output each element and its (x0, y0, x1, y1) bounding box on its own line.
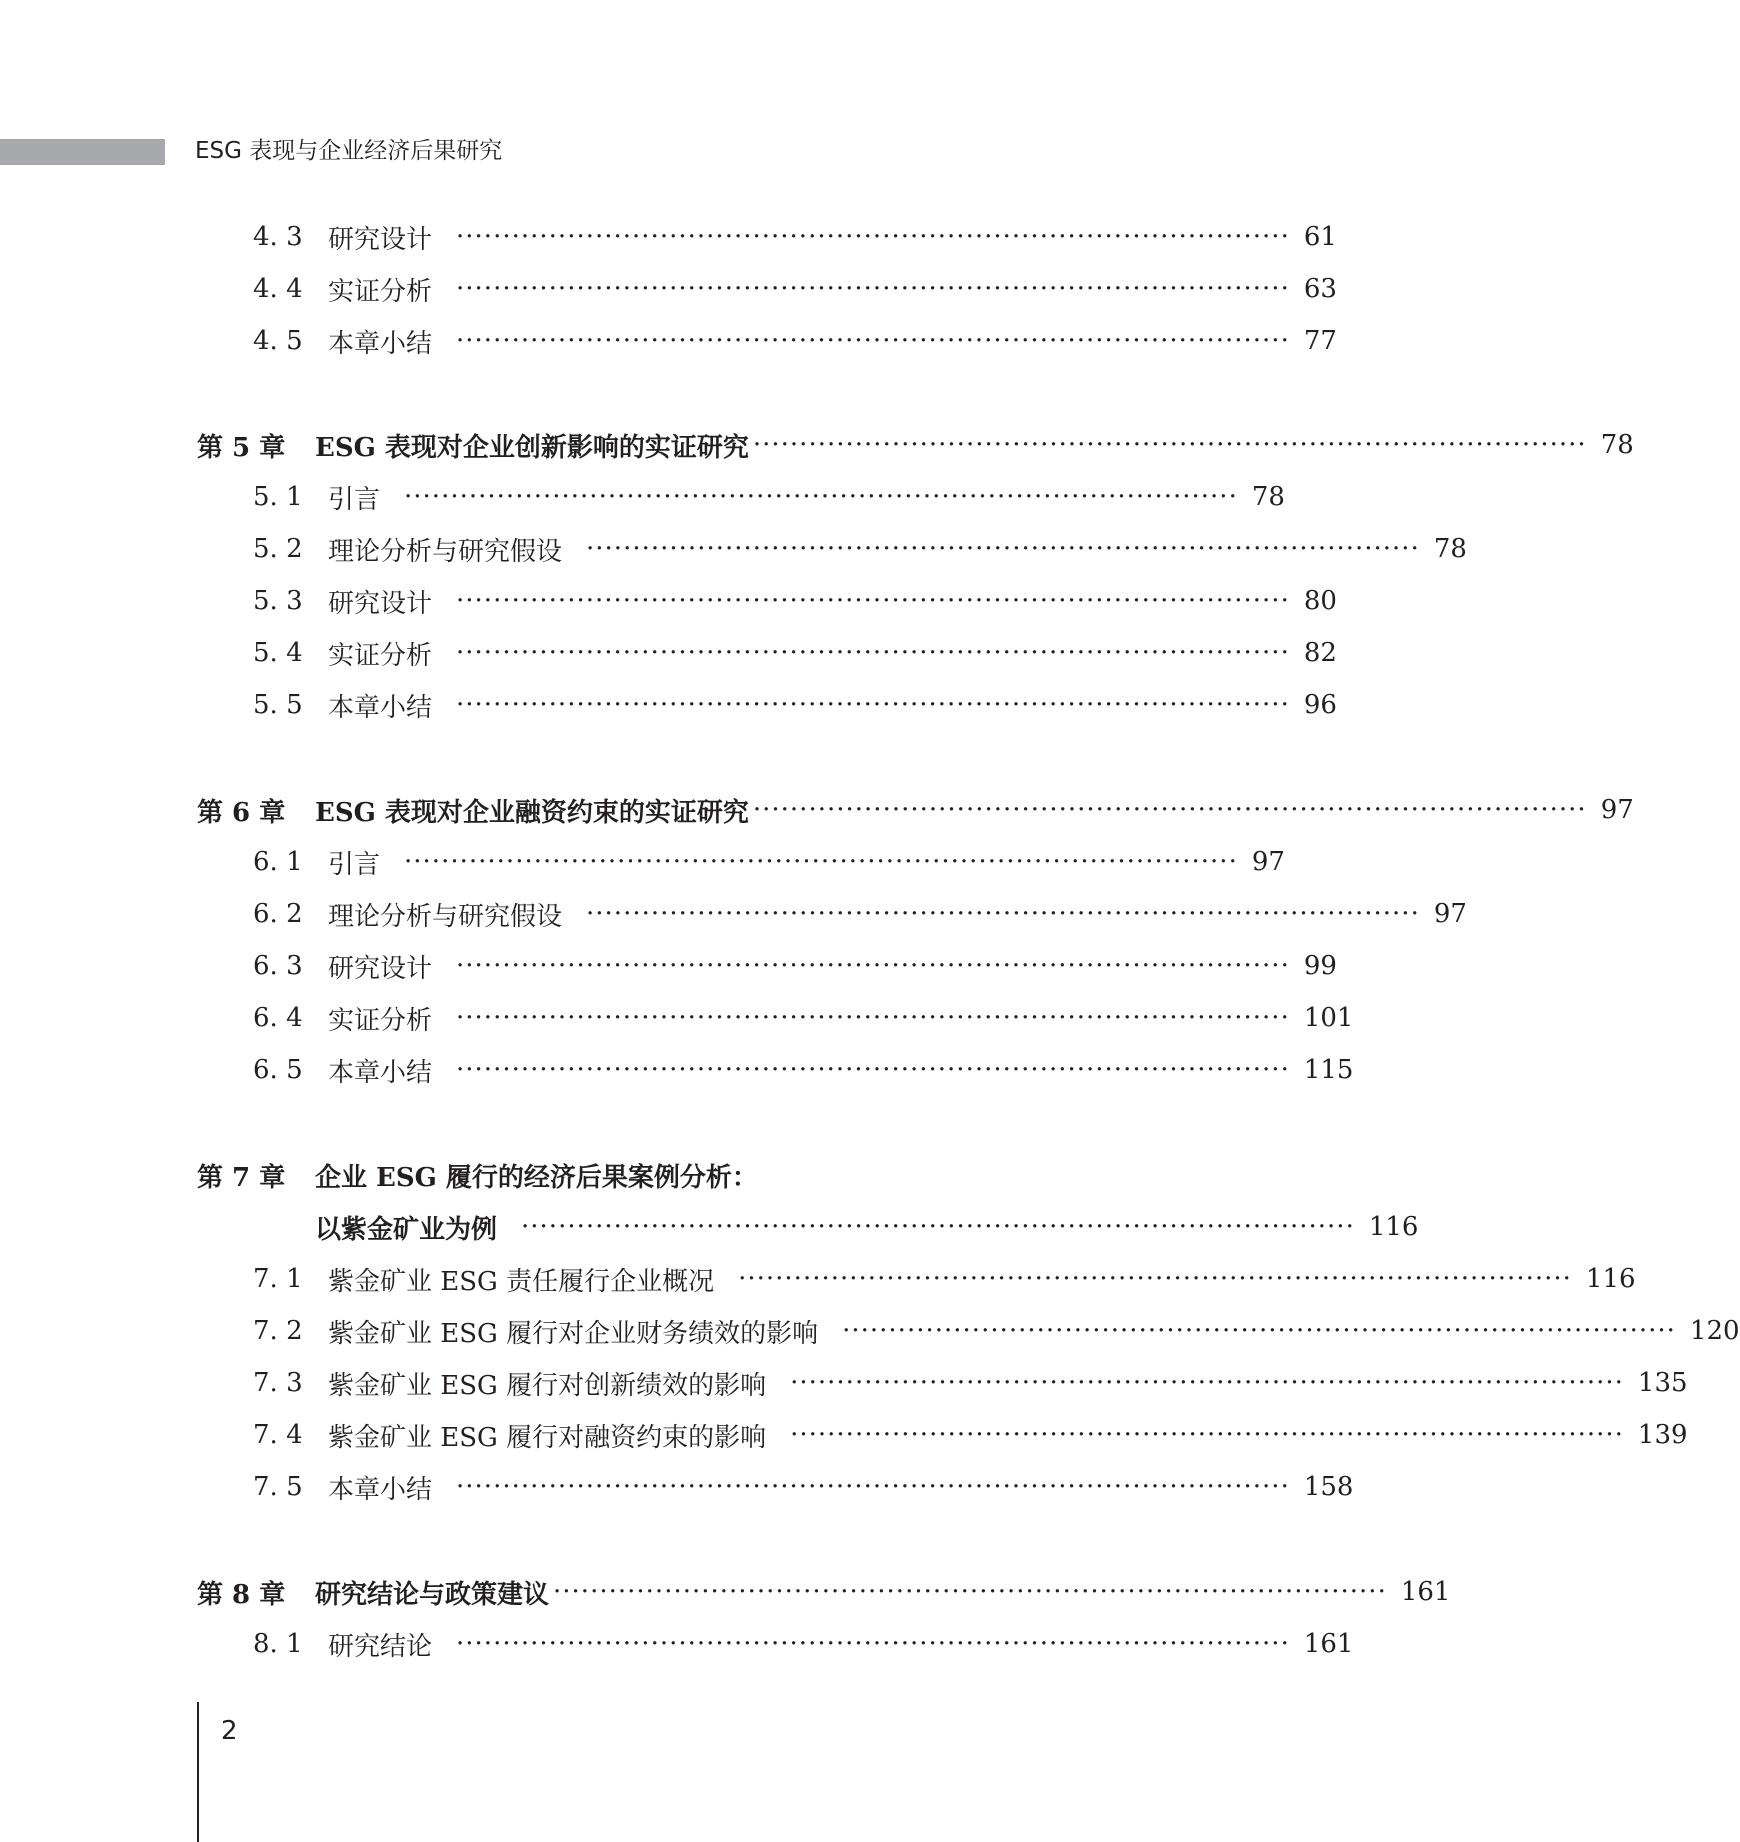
toc-entry-number: 7. 2 (253, 1316, 303, 1346)
leader-dots: ·························································································· (456, 1003, 1290, 1033)
toc-entry-page: 120 (1689, 1316, 1740, 1346)
leader-dots: ·························································································· (456, 586, 1290, 616)
toc-entry-page: 78 (1433, 534, 1467, 564)
toc-entry-title: 实证分析 (328, 1005, 433, 1036)
page-number: 2 (221, 1716, 238, 1746)
toc-entry-title: 紫金矿业 ESG 履行对创新绩效的影响 (328, 1370, 767, 1401)
toc-entry-7-5[interactable] (253, 1467, 1354, 1507)
leader-dots: ·························································································· (404, 482, 1238, 512)
leader-dots: ·························································································· (738, 1264, 1572, 1294)
chapter-title-continued: 以紫金矿业为例 (315, 1214, 498, 1245)
toc-entry-title: 本章小结 (328, 328, 433, 359)
toc-entry-page: 77 (1303, 326, 1337, 356)
toc-entry-7-1[interactable] (253, 1259, 1636, 1299)
toc-entry-page: 80 (1303, 586, 1337, 616)
toc-entry-6-3[interactable] (253, 946, 1337, 986)
toc-entry-page: 78 (1251, 482, 1285, 512)
toc-entry-number: 6. 5 (253, 1055, 303, 1085)
toc-entry-title: 紫金矿业 ESG 履行对融资约束的影响 (328, 1422, 767, 1453)
toc-entry-7-4[interactable] (253, 1415, 1688, 1455)
toc-chapter-7[interactable] (197, 1155, 1097, 1195)
toc-entry-title: 紫金矿业 ESG 责任履行企业概况 (328, 1266, 715, 1297)
toc-entry-title: 研究结论 (328, 1631, 433, 1662)
toc-entry-page: 99 (1303, 951, 1337, 981)
toc-entry-title: 引言 (328, 484, 381, 515)
toc-entry-title: 研究设计 (328, 588, 433, 619)
toc-entry-page: 97 (1251, 847, 1285, 877)
toc-entry-7-2[interactable] (253, 1311, 1740, 1351)
chapter-title: ESG 表现对企业创新影响的实证研究 (315, 432, 749, 463)
toc-entry-title: 本章小结 (328, 692, 433, 723)
toc-entry-number: 8. 1 (253, 1629, 303, 1659)
toc-entry-4-5[interactable] (253, 321, 1337, 361)
toc-chapter-7-continued[interactable] (315, 1207, 1419, 1247)
toc-entry-page: 101 (1303, 1003, 1354, 1033)
leader-dots: ·························································································· (521, 1212, 1355, 1242)
leader-dots: ·························································································· (456, 638, 1290, 668)
toc-entry-page: 96 (1303, 690, 1337, 720)
leader-dots: ·························································································· (586, 899, 1420, 929)
toc-chapter-5[interactable] (197, 425, 1634, 465)
toc-entry-title: 紫金矿业 ESG 履行对企业财务绩效的影响 (328, 1318, 819, 1349)
toc-entry-number: 4. 5 (253, 326, 303, 356)
toc-entry-6-5[interactable] (253, 1050, 1354, 1090)
toc-entry-5-4[interactable] (253, 633, 1337, 673)
chapter-number: 第 6 章 (197, 797, 286, 828)
toc-entry-number: 7. 4 (253, 1420, 303, 1450)
toc-entry-title: 本章小结 (328, 1474, 433, 1505)
toc-entry-page: 97 (1433, 899, 1467, 929)
toc-entry-number: 6. 1 (253, 847, 303, 877)
toc-entry-page: 82 (1303, 638, 1337, 668)
toc-entry-page: 139 (1637, 1420, 1688, 1450)
leader-dots: ·························································································· (456, 326, 1290, 356)
toc-entry-title: 理论分析与研究假设 (328, 901, 563, 932)
running-header-title: ESG 表现与企业经济后果研究 (195, 138, 503, 164)
chapter-page: 97 (1600, 795, 1634, 825)
toc-entry-number: 7. 5 (253, 1472, 303, 1502)
toc-entry-5-2[interactable] (253, 529, 1467, 569)
toc-entry-page: 161 (1303, 1629, 1354, 1659)
toc-entry-6-4[interactable] (253, 998, 1354, 1038)
toc-entry-title: 引言 (328, 849, 381, 880)
toc-entry-page: 115 (1303, 1055, 1354, 1085)
toc-entry-title: 实证分析 (328, 276, 433, 307)
toc-entry-number: 5. 3 (253, 586, 303, 616)
leader-dots: ·························································································· (790, 1420, 1624, 1450)
toc-entry-5-3[interactable] (253, 581, 1337, 621)
toc-chapter-8[interactable] (197, 1572, 1451, 1612)
leader-dots: ·························································································· (752, 795, 1587, 825)
toc-entry-number: 4. 3 (253, 222, 303, 252)
footer-rule (197, 1702, 199, 1842)
leader-dots: ·························································································· (456, 1055, 1290, 1085)
toc-entry-number: 4. 4 (253, 274, 303, 304)
leader-dots: ·························································································· (586, 534, 1420, 564)
toc-entry-number: 5. 2 (253, 534, 303, 564)
toc-entry-page: 135 (1637, 1368, 1688, 1398)
leader-dots: ·························································································· (456, 274, 1290, 304)
toc-entry-4-4[interactable] (253, 269, 1337, 309)
chapter-title: ESG 表现对企业融资约束的实证研究 (315, 797, 749, 828)
toc-entry-number: 5. 1 (253, 482, 303, 512)
leader-dots: ·························································································· (456, 690, 1290, 720)
leader-dots: ·························································································· (456, 1472, 1290, 1502)
leader-dots: ·························································································· (790, 1368, 1624, 1398)
toc-entry-6-1[interactable] (253, 842, 1285, 882)
toc-entry-number: 7. 1 (253, 1264, 303, 1294)
toc-chapter-6[interactable] (197, 790, 1634, 830)
toc-entry-4-3[interactable] (253, 217, 1337, 257)
toc-entry-title: 研究设计 (328, 953, 433, 984)
toc-entry-5-5[interactable] (253, 685, 1337, 725)
chapter-page: 78 (1600, 430, 1634, 460)
toc-entry-8-1[interactable] (253, 1624, 1354, 1664)
toc-entry-number: 6. 4 (253, 1003, 303, 1033)
toc-entry-title: 本章小结 (328, 1057, 433, 1088)
chapter-number: 第 5 章 (197, 432, 286, 463)
leader-dots: ·························································································· (752, 430, 1587, 460)
toc-entry-title: 实证分析 (328, 640, 433, 671)
toc-entry-title: 研究设计 (328, 224, 433, 255)
leader-dots: ·························································································· (456, 1629, 1290, 1659)
leader-dots: ·························································································· (404, 847, 1238, 877)
toc-entry-number: 7. 3 (253, 1368, 303, 1398)
toc-entry-7-3[interactable] (253, 1363, 1688, 1403)
toc-entry-number: 6. 3 (253, 951, 303, 981)
toc-entry-number: 5. 4 (253, 638, 303, 668)
chapter-page: 116 (1368, 1212, 1419, 1242)
chapter-page: 161 (1400, 1577, 1451, 1607)
toc-entry-page: 63 (1303, 274, 1337, 304)
leader-dots: ·························································································· (456, 951, 1290, 981)
toc-entry-number: 6. 2 (253, 899, 303, 929)
leader-dots: ·························································································· (553, 1577, 1387, 1607)
chapter-title: 企业 ESG 履行的经济后果案例分析： (315, 1162, 758, 1193)
chapter-number: 第 8 章 (197, 1579, 286, 1610)
toc-entry-page: 158 (1303, 1472, 1354, 1502)
chapter-title: 研究结论与政策建议 (315, 1579, 550, 1610)
toc-entry-5-1[interactable] (253, 477, 1285, 517)
toc-entry-page: 116 (1585, 1264, 1636, 1294)
toc-entry-6-2[interactable] (253, 894, 1467, 934)
toc-entry-page: 61 (1303, 222, 1337, 252)
leader-dots: ·························································································· (456, 222, 1290, 252)
toc-entry-title: 理论分析与研究假设 (328, 536, 563, 567)
chapter-number: 第 7 章 (197, 1162, 286, 1193)
toc-entry-number: 5. 5 (253, 690, 303, 720)
leader-dots: ·························································································· (842, 1316, 1676, 1346)
